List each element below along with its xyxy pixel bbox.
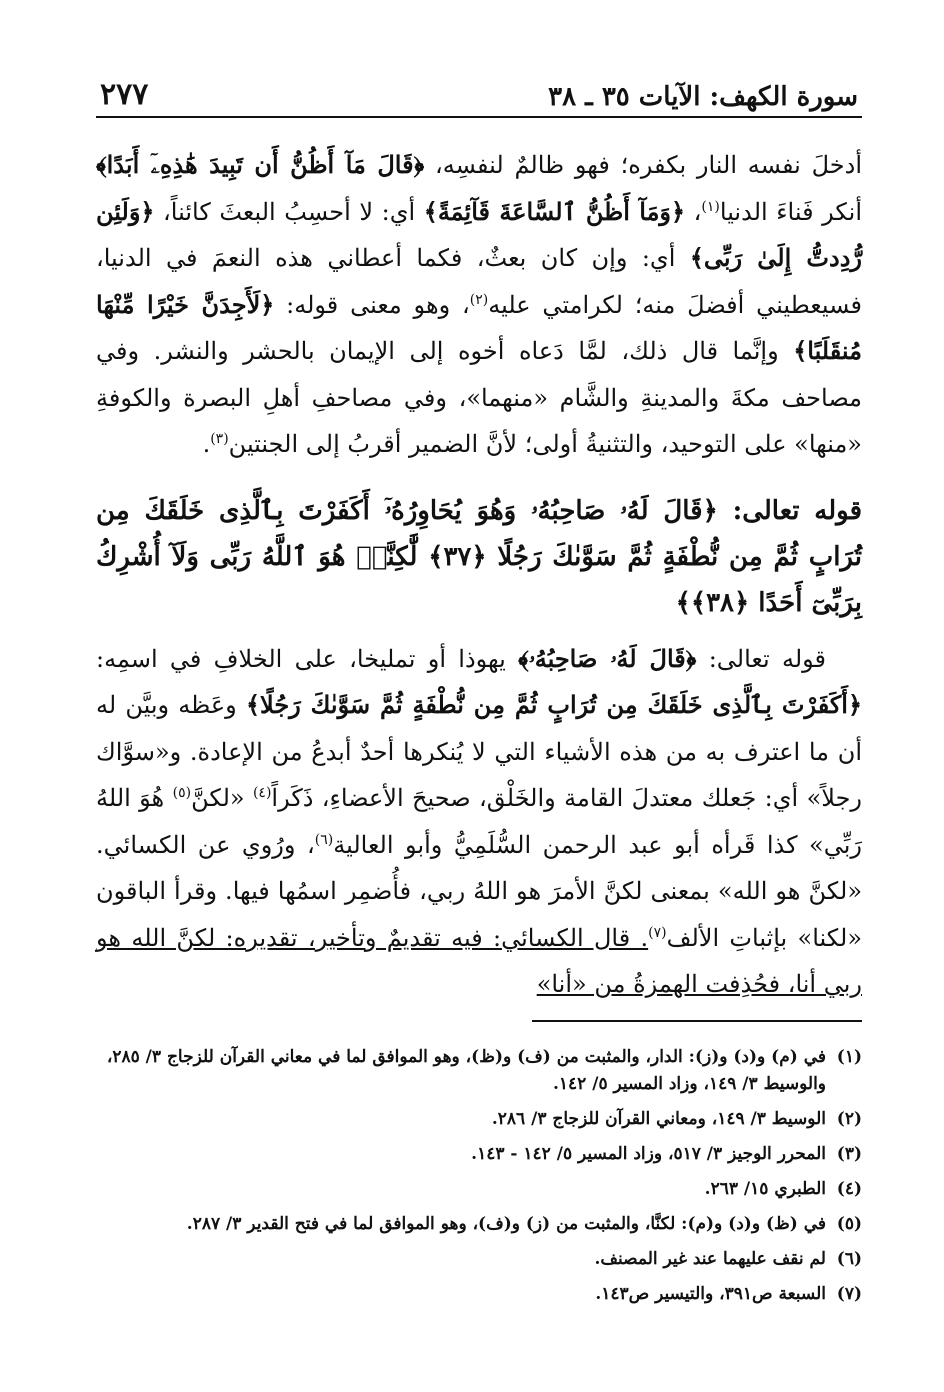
footnote-number: (١) [836, 1046, 862, 1067]
footnote-text: في (ظ) و(د) و(م): لكنَّا، والمثبت من (ز) و(ف)، وهو الموافق لما في فتح القدير ٣/ ٢٨٧. [186, 1213, 826, 1234]
text-run: وإنَّما قال ذلك، لمَّا دَعاه أخوه إلى الإيمان بالحشر والنشر. وفي مصاحف مكةَ والمدينةِ والشَّام «منهما»، وفي مصاحفِ أهلِ البصرة والكوفةِ «منها» على التوحيد، والتثنيةُ أولى؛ لأنَّ الضمير أقربُ إلى الجنتين [96, 337, 862, 458]
footnote-number: (٤) [836, 1178, 862, 1199]
footnote-item [96, 1211, 862, 1238]
footnote-text: الوسيط ٣/ ١٤٩، ومعاني القرآن للزجاج ٣/ ٢٨٦. [491, 1108, 826, 1129]
footnote-item [96, 1176, 862, 1203]
verse-label: قوله تعالى: [717, 495, 863, 526]
footnote-text: السبعة ص٣٩١، والتيسير ص١٤٣. [595, 1283, 826, 1304]
page-number: ٢٧٧ [100, 77, 149, 112]
footnote-item [96, 1044, 862, 1098]
footnote-ref[interactable]: (٧) [648, 924, 667, 941]
main-text [96, 142, 862, 468]
running-title: سورة الكهف: الآيات ٣٥ ـ ٣٨ [548, 82, 858, 112]
quran-quote: ﴿لَأَجِدَنَّ خَيْرًا مِّنْهَا مُنقَلَبًا﴾ [96, 289, 862, 365]
footnote-number: (٢) [836, 1108, 862, 1129]
footnote-number: (٧) [836, 1283, 862, 1304]
text-run: أدخلَ نفسه النار بكفره؛ فهو ظالمٌ لنفسِه، [424, 151, 862, 179]
text-run: ، ورُوي عن الكسائي. «لكنَّ هو الله» بمعنى لكنَّ الأمرَ هو اللهُ ربي، فأُضمِر اسمُها فيها. وقرأ الباقون «لكنا» بإثباتِ الألف [96, 830, 862, 952]
text-run: أنكر فَناءَ الدنيا [719, 197, 862, 226]
quran-quote: ﴿أَكَفَرْتَ بِٱلَّذِى خَلَقَكَ مِن تُرَابٍ ثُمَّ مِن نُّطْفَةٍ ثُمَّ سَوَّىٰكَ رَجُلًا﴾ [245, 690, 863, 719]
footnote-ref[interactable]: (٥) [172, 785, 192, 801]
text-run: أي: لا أحسِبُ البعثَ كائناً، [154, 197, 424, 226]
footnote-item [96, 1246, 862, 1273]
footnote-item [96, 1141, 862, 1168]
quran-quote: ﴿وَلَئِن رُّدِدتُّ إِلَىٰ رَبِّى﴾ [96, 196, 862, 272]
verse-block [96, 488, 862, 626]
footnote-text: في (م) و(د) و(ز): الدار، والمثبت من (ف) و(ظ)، وهو الموافق لما في معاني القرآن للزجاج ٣/ ٢٨٥، والوسيط ٣/ ١٤٩، وزاد المسير ٥/ ١٤٢. [106, 1046, 826, 1094]
text-run: . [202, 430, 211, 458]
footnote-number: (٥) [836, 1213, 862, 1234]
text-run: أي: وإن كان بعثٌ، فكما أعطاني هذه النعمَ في الدنيا، فسيعطيني أفضلَ منه؛ لكرامتي عليه [96, 244, 862, 319]
text-run: . قال الكسائي: فيه تقديمٌ وتأخير، تقديره: لكنَّ الله هو ربي أنا، فحُذِفت الهمزةُ من «أنا» [96, 923, 862, 998]
footnote-item [96, 1281, 862, 1308]
footnotes [96, 1044, 862, 1308]
footnote-ref[interactable]: (١) [701, 198, 720, 215]
footnote-text: الطبري ١٥/ ٢٦٣. [704, 1178, 826, 1199]
page-header [96, 68, 862, 118]
footnote-ref[interactable]: (٢) [469, 291, 489, 308]
footnote-item [96, 1106, 862, 1133]
text-run: يهوذا أو تمليخا، على الخلافِ في اسمِه: [96, 644, 519, 673]
paragraph-commentary-2 [96, 636, 862, 1008]
quran-quote: ﴿قَالَ لَهُۥ صَاحِبُهُۥ﴾ [518, 643, 697, 673]
text-run: «لكنَّ [191, 784, 253, 812]
footnote-ref[interactable]: (٣) [210, 431, 229, 447]
footnote-text: لم نقف عليهما عند غير المصنف. [594, 1248, 826, 1269]
text-run: ، وهو معنى قوله: [274, 290, 470, 319]
main-text-2 [96, 636, 862, 1008]
paragraph-commentary-1 [96, 142, 862, 468]
text-run: ، [685, 197, 702, 226]
text-run: قوله تعالى: [696, 644, 826, 673]
footnote-ref[interactable]: (٦) [314, 831, 334, 848]
text-run: وعَظه وبيَّن له أن ما اعترف به من هذه الأشياء التي لا يُنكرها أحدٌ أبدعُ من الإعادة. و«سوَّاك رجلاً» أي: جَعلك معتدلَ القامة والخَلْق، صحيحَ الأعضاءِ، ذَكَراً [96, 691, 863, 812]
verse-text: ﴿قَالَ لَهُۥ صَاحِبُهُۥ وَهُوَ يُحَاوِرُهُۥٓ أَكَفَرْتَ بِٱلَّذِى خَلَقَكَ مِن تُرَابٍ ثُمَّ مِن نُّطْفَةٍ ثُمَّ سَوَّىٰكَ رَجُلًا ﴿٣٧﴾ لَّٰكِنَّا۠ هُوَ ٱللَّهُ رَبِّى وَلَآ أُشْرِكُ بِرَبِّىٓ أَحَدًا ﴿٣٨﴾﴾ [96, 495, 863, 618]
quran-quote: ﴿وَمَآ أَظُنُّ ٱلسَّاعَةَ قَآئِمَةً﴾ [423, 196, 686, 226]
footnote-text: المحرر الوجيز ٣/ ٥١٧، وزاد المسير ٥/ ١٤٢ - ١٤٣. [471, 1143, 826, 1164]
footnote-ref[interactable]: (٤) [252, 785, 272, 801]
quran-quote: ﴿قَالَ مَآ أَظُنُّ أَن تَبِيدَ هَٰذِهِۦٓ أَبَدًا﴾ [96, 150, 425, 179]
footnote-number: (٦) [836, 1248, 862, 1269]
footnote-number: (٣) [836, 1143, 862, 1164]
text-run: هُوَ اللهُ رَبِّي» كذا قَرأه أبو عبد الرحمن السُّلَمِيُّ وأبو العالية [96, 784, 863, 859]
footnote-divider [532, 1020, 862, 1022]
